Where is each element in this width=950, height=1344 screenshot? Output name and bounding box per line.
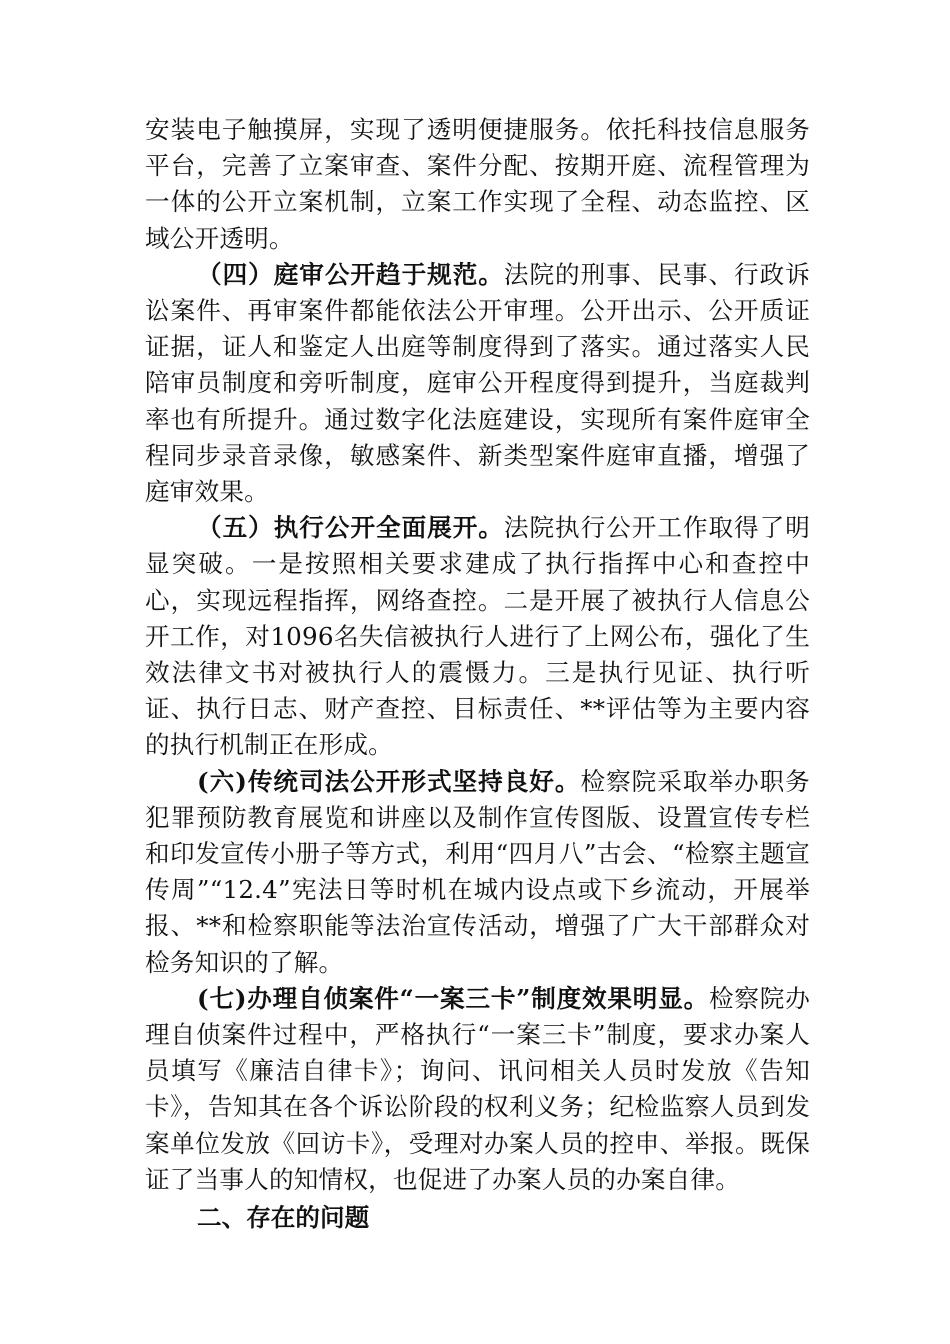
paragraph-body: 检察院办理自侦案件过程中，严格执行“一案三卡”制度，要求办案人员填写《廉洁自律卡》；询问、讯问相关人员时发放《告知卡》，告知其在各个诉讼阶段的权利义务；纪检监察人员到发案单位发放《回访卡》，受理对办案人员的控申、举报。既保证了当事人的知情权，也促进了办案人员的办案自律。 xyxy=(145,983,810,1194)
paragraph-body: 检察院采取举办职务犯罪预防教育展览和讲座以及制作宣传图版、设置宣传专栏和印发宣传小册子等方式，利用“四月八”古会、“检察主题宣传周”“12.4”宪法日等时机在城内设点或下乡流动，开展举报、**和检察职能等法治宣传活动，增强了广大干部群众对检务知识的了解。 xyxy=(145,766,810,977)
paragraph-lead: (六)传统司法公开形式坚持良好。 xyxy=(197,766,581,796)
paragraph-execution-openness xyxy=(145,510,810,763)
paragraph-one-case-three-cards xyxy=(145,981,810,1198)
section-heading: 二、存在的问题 xyxy=(197,1203,370,1233)
paragraph-trial-openness xyxy=(145,257,810,510)
paragraph-lead: （四）庭审公开趋于规范。 xyxy=(197,259,504,289)
paragraph-intro xyxy=(145,112,810,257)
paragraph-body: 安装电子触摸屏，实现了透明便捷服务。依托科技信息服务平台，完善了立案审查、案件分配、按期开庭、流程管理为一体的公开立案机制，立案工作实现了全程、动态监控、区域公开透明。 xyxy=(145,115,810,253)
document-page xyxy=(145,112,810,1236)
paragraph-traditional-openness xyxy=(145,764,810,981)
paragraph-body: 法院执行公开工作取得了明显突破。一是按照相关要求建成了执行指挥中心和查控中心，实现远程指挥，网络查控。二是开展了被执行人信息公开工作，对1096名失信被执行人进行了上网公布，强化了生效法律文书对被执行人的震慑力。三是执行见证、执行听证、执行日志、财产查控、目标责任、**评估等为主要内容的执行机制正在形成。 xyxy=(145,513,810,760)
paragraph-lead: （五）执行公开全面展开。 xyxy=(197,513,504,543)
paragraph-lead: (七)办理自侦案件“一案三卡”制度效果明显。 xyxy=(197,983,709,1013)
paragraph-body: 法院的刑事、民事、行政诉讼案件、再审案件都能依法公开审理。公开出示、公开质证证据，证人和鉴定人出庭等制度得到了落实。通过落实人民陪审员制度和旁听制度，庭审公开程度得到提升，当庭裁判率也有所提升。通过数字化法庭建设，实现所有案件庭审全程同步录音录像，敏感案件、新类型案件庭审直播，增强了庭审效果。 xyxy=(145,259,810,507)
